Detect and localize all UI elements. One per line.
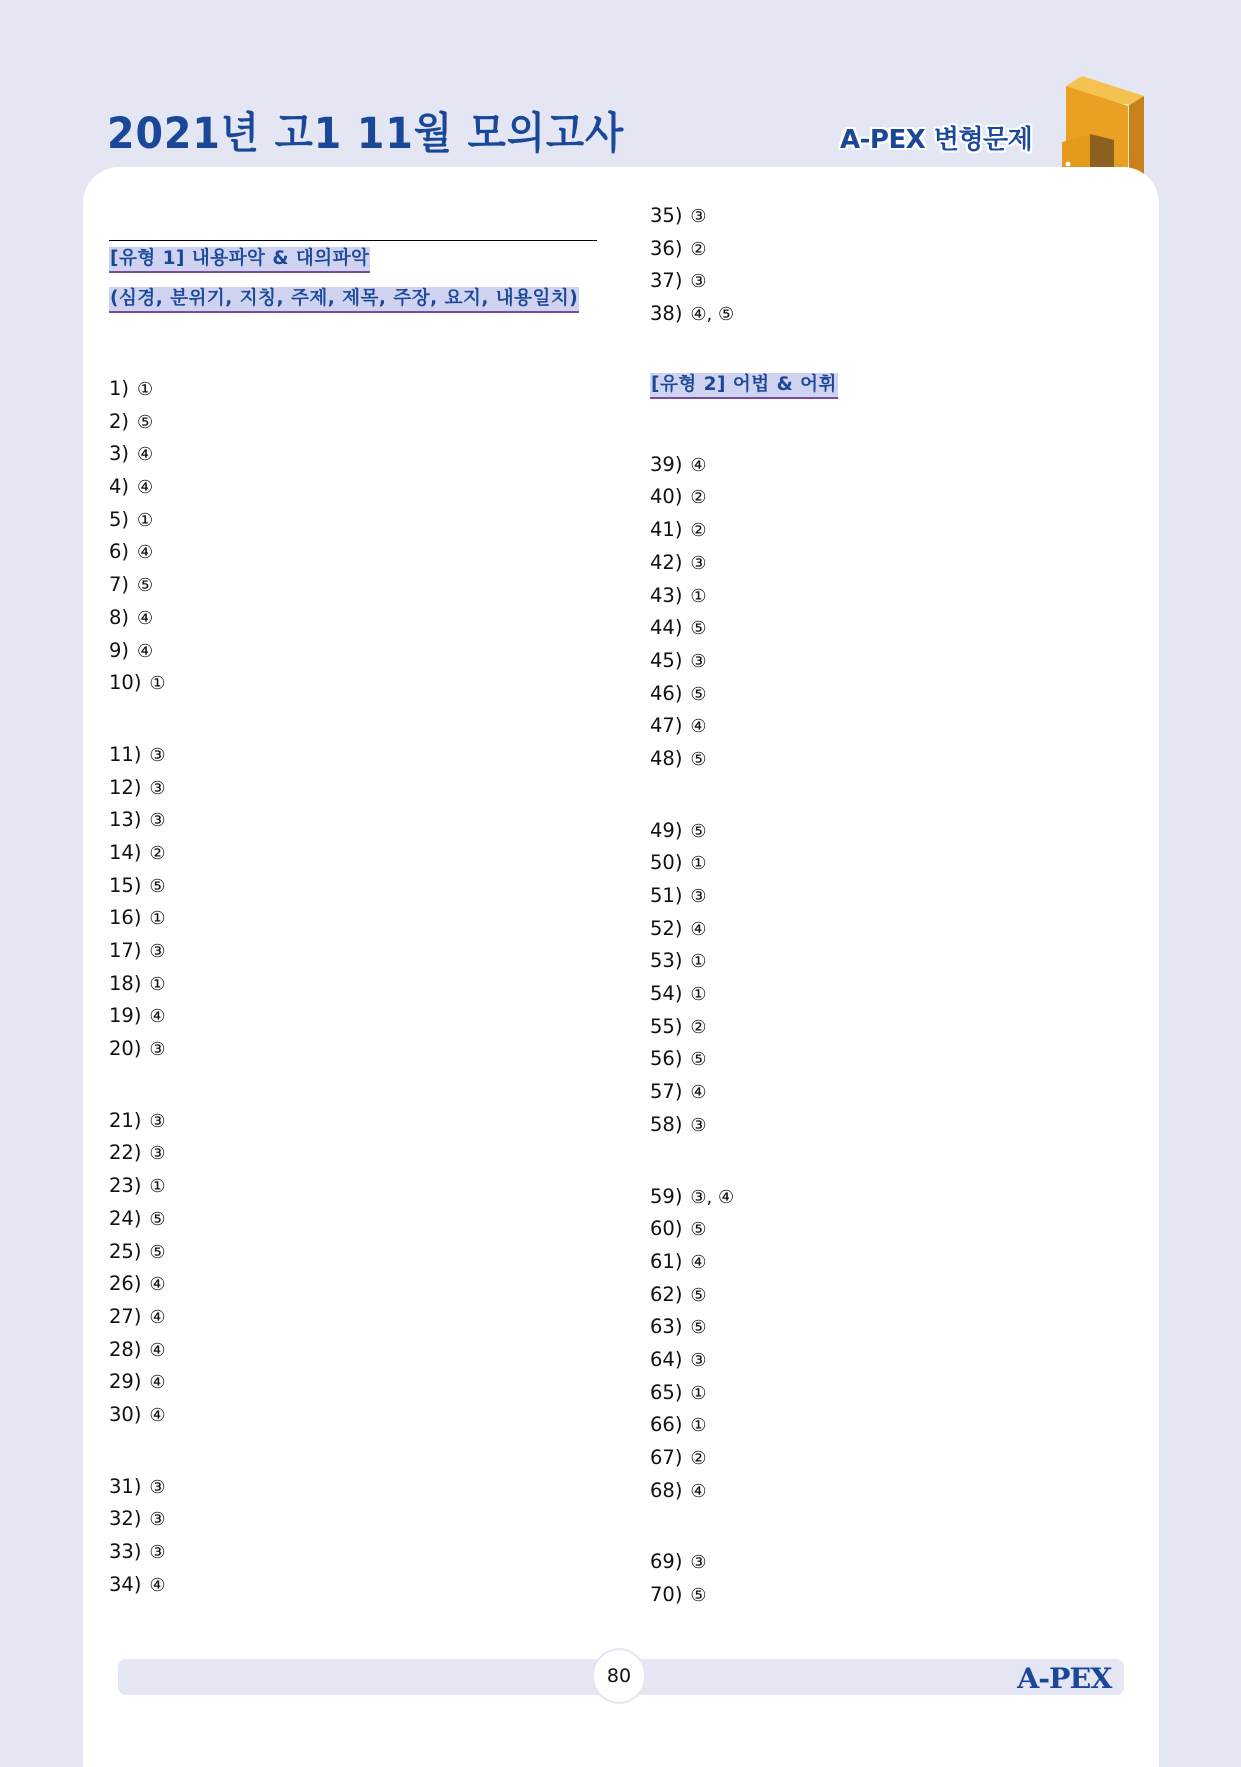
- answer-item: 35) ③: [650, 204, 707, 227]
- answer-item: 43) ①: [650, 583, 707, 607]
- answer-item: 69) ③: [650, 1550, 707, 1574]
- answer-item: 16) ①: [109, 906, 166, 930]
- answer-item: 47) ④: [650, 714, 707, 738]
- answer-item: 40) ②: [650, 485, 707, 509]
- answer-group-21-30: [109, 1105, 597, 1432]
- answer-group-31-34: [109, 1471, 597, 1602]
- answers-column-right: [650, 200, 1100, 1612]
- answer-item: 28) ④: [109, 1337, 166, 1361]
- answer-item: 32) ③: [109, 1507, 166, 1531]
- answer-item: 60) ⑤: [650, 1217, 707, 1241]
- answer-item: 57) ④: [650, 1080, 707, 1104]
- answer-item: 18) ①: [109, 971, 166, 995]
- answer-item: 31) ③: [109, 1474, 166, 1498]
- section-heading-type2: [유형 2] 어법 & 어휘: [650, 373, 838, 399]
- answer-item: 23) ①: [109, 1174, 166, 1198]
- answer-item: 53) ①: [650, 949, 707, 973]
- answer-group-35-38: [650, 200, 1100, 331]
- answer-item: 48) ⑤: [650, 746, 707, 770]
- answer-item: 63) ⑤: [650, 1315, 707, 1339]
- answer-group-1-10: [109, 373, 597, 700]
- answer-item: 46) ⑤: [650, 681, 707, 705]
- answer-item: 15) ⑤: [109, 873, 166, 897]
- answer-item: 38) ④, ⑤: [650, 302, 735, 326]
- answer-item: 39) ④: [650, 452, 707, 476]
- answer-item: 51) ③: [650, 884, 707, 907]
- answer-item: 3) ④: [109, 442, 154, 466]
- answer-item: 44) ⑤: [650, 616, 707, 640]
- answer-item: 13) ③: [109, 808, 166, 832]
- brand-badge: A-PEX 변형문제: [840, 125, 1033, 155]
- page-number: 80: [592, 1648, 646, 1704]
- answer-item: 49) ⑤: [650, 818, 707, 842]
- answer-item: 2) ⑤: [109, 409, 154, 433]
- answer-item: 17) ③: [109, 939, 166, 962]
- answer-item: 9) ④: [109, 638, 154, 662]
- answer-item: 58) ③: [650, 1112, 707, 1136]
- answer-item: 41) ②: [650, 518, 707, 542]
- answer-item: 4) ④: [109, 475, 154, 499]
- answer-item: 52) ④: [650, 916, 707, 940]
- answer-item: 62) ⑤: [650, 1282, 707, 1306]
- divider-rule: [109, 240, 597, 241]
- answer-item: 12) ③: [109, 775, 166, 799]
- answer-item: 67) ②: [650, 1446, 707, 1469]
- answer-item: 6) ④: [109, 540, 154, 564]
- section-subheading-type1: (심경, 분위기, 지칭, 주제, 제목, 주장, 요지, 내용일치): [109, 287, 579, 313]
- answer-item: 22) ③: [109, 1141, 166, 1165]
- answer-item: 65) ①: [650, 1380, 707, 1404]
- answer-item: 50) ①: [650, 851, 707, 875]
- answer-item: 8) ④: [109, 605, 154, 629]
- answer-item: 29) ④: [109, 1370, 166, 1394]
- answer-item: 10) ①: [109, 671, 166, 695]
- answer-item: 59) ③, ④: [650, 1184, 735, 1208]
- answer-item: 34) ④: [109, 1572, 166, 1596]
- answer-item: 61) ④: [650, 1249, 707, 1273]
- answer-item: 19) ④: [109, 1004, 166, 1028]
- answer-group-59-68: [650, 1181, 1100, 1508]
- answer-item: 36) ②: [650, 236, 707, 260]
- footer-logo: A-PEX: [1017, 1662, 1112, 1695]
- answer-item: 37) ③: [650, 269, 707, 293]
- answer-item: 54) ①: [650, 982, 707, 1006]
- answer-item: 25) ⑤: [109, 1239, 166, 1263]
- answer-group-69-70: [650, 1546, 1100, 1611]
- answers-column-left: [109, 240, 597, 1601]
- answer-item: 55) ②: [650, 1014, 707, 1038]
- section-heading-type1: [유형 1] 내용파악 & 대의파악: [109, 247, 370, 273]
- answer-item: 30) ④: [109, 1402, 166, 1426]
- answer-item: 68) ④: [650, 1478, 707, 1502]
- answer-item: 1) ①: [109, 377, 154, 400]
- page-title: 2021년 고1 11월 모의고사: [107, 109, 625, 159]
- answer-item: 27) ④: [109, 1304, 166, 1328]
- answer-item: 14) ②: [109, 840, 166, 864]
- answer-group-39-48: [650, 449, 1100, 776]
- answer-item: 66) ①: [650, 1413, 707, 1437]
- answer-item: 33) ③: [109, 1540, 166, 1563]
- answer-item: 45) ③: [650, 648, 707, 672]
- answer-item: 11) ③: [109, 742, 166, 766]
- answer-item: 56) ⑤: [650, 1047, 707, 1071]
- answer-item: 7) ⑤: [109, 573, 154, 597]
- answer-item: 64) ③: [650, 1347, 707, 1371]
- answer-item: 70) ⑤: [650, 1583, 707, 1607]
- answer-item: 24) ⑤: [109, 1206, 166, 1230]
- answer-group-49-58: [650, 815, 1100, 1142]
- answer-item: 20) ③: [109, 1037, 166, 1061]
- answer-group-11-20: [109, 739, 597, 1066]
- answer-item: 5) ①: [109, 507, 154, 531]
- answer-item: 42) ③: [650, 550, 707, 574]
- answer-item: 26) ④: [109, 1272, 166, 1296]
- answer-item: 21) ③: [109, 1108, 166, 1132]
